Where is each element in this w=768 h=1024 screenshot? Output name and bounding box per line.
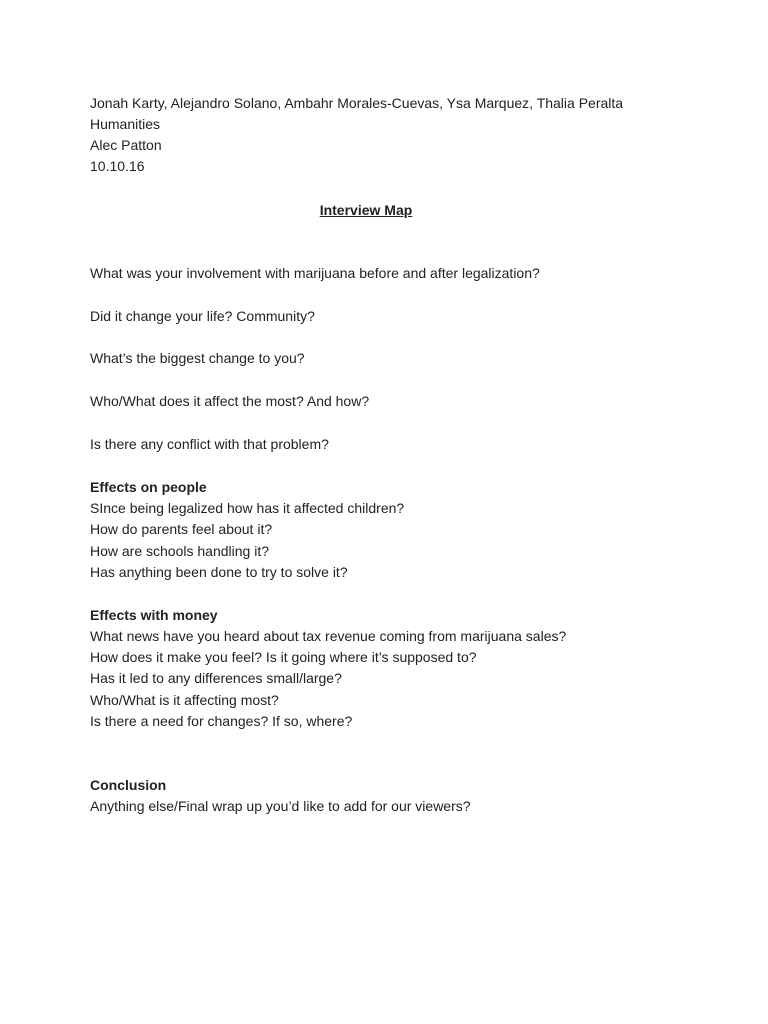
money-question-2: How does it make you feel? Is it going where it’s supposed to?: [90, 649, 477, 665]
people-question-3: How are schools handling it?: [90, 543, 269, 559]
intro-question-3: What’s the biggest change to you?: [90, 350, 305, 366]
document-date: 10.10.16: [90, 158, 145, 174]
people-question-2: How do parents feel about it?: [90, 521, 273, 537]
intro-question-4: Who/What does it affect the most? And how?: [90, 393, 370, 409]
money-question-4: Who/What is it affecting most?: [90, 692, 279, 708]
intro-question-2: Did it change your life? Community?: [90, 308, 315, 324]
intro-question-5: Is there any conflict with that problem?: [90, 436, 329, 452]
section-heading-conclusion: Conclusion: [90, 777, 167, 793]
document-title: Interview Map: [319, 202, 413, 218]
money-question-3: Has it led to any differences small/large?: [90, 670, 342, 686]
money-question-5: Is there a need for changes? If so, where?: [90, 713, 353, 729]
teacher-name: Alec Patton: [90, 137, 162, 153]
section-heading-money: Effects with money: [90, 607, 218, 623]
section-heading-people: Effects on people: [90, 479, 207, 495]
conclusion-question-1: Anything else/Final wrap up you’d like to add for our viewers?: [90, 798, 471, 814]
people-question-4: Has anything been done to try to solve it?: [90, 564, 348, 580]
author-names: Jonah Karty, Alejandro Solano, Ambahr Morales-Cuevas, Ysa Marquez, Thalia Peralta: [90, 95, 624, 111]
people-question-1: SInce being legalized how has it affected children?: [90, 500, 405, 516]
money-question-1: What news have you heard about tax revenue coming from marijuana sales?: [90, 628, 567, 644]
intro-question-1: What was your involvement with marijuana before and after legalization?: [90, 265, 540, 281]
course-name: Humanities: [90, 116, 161, 132]
